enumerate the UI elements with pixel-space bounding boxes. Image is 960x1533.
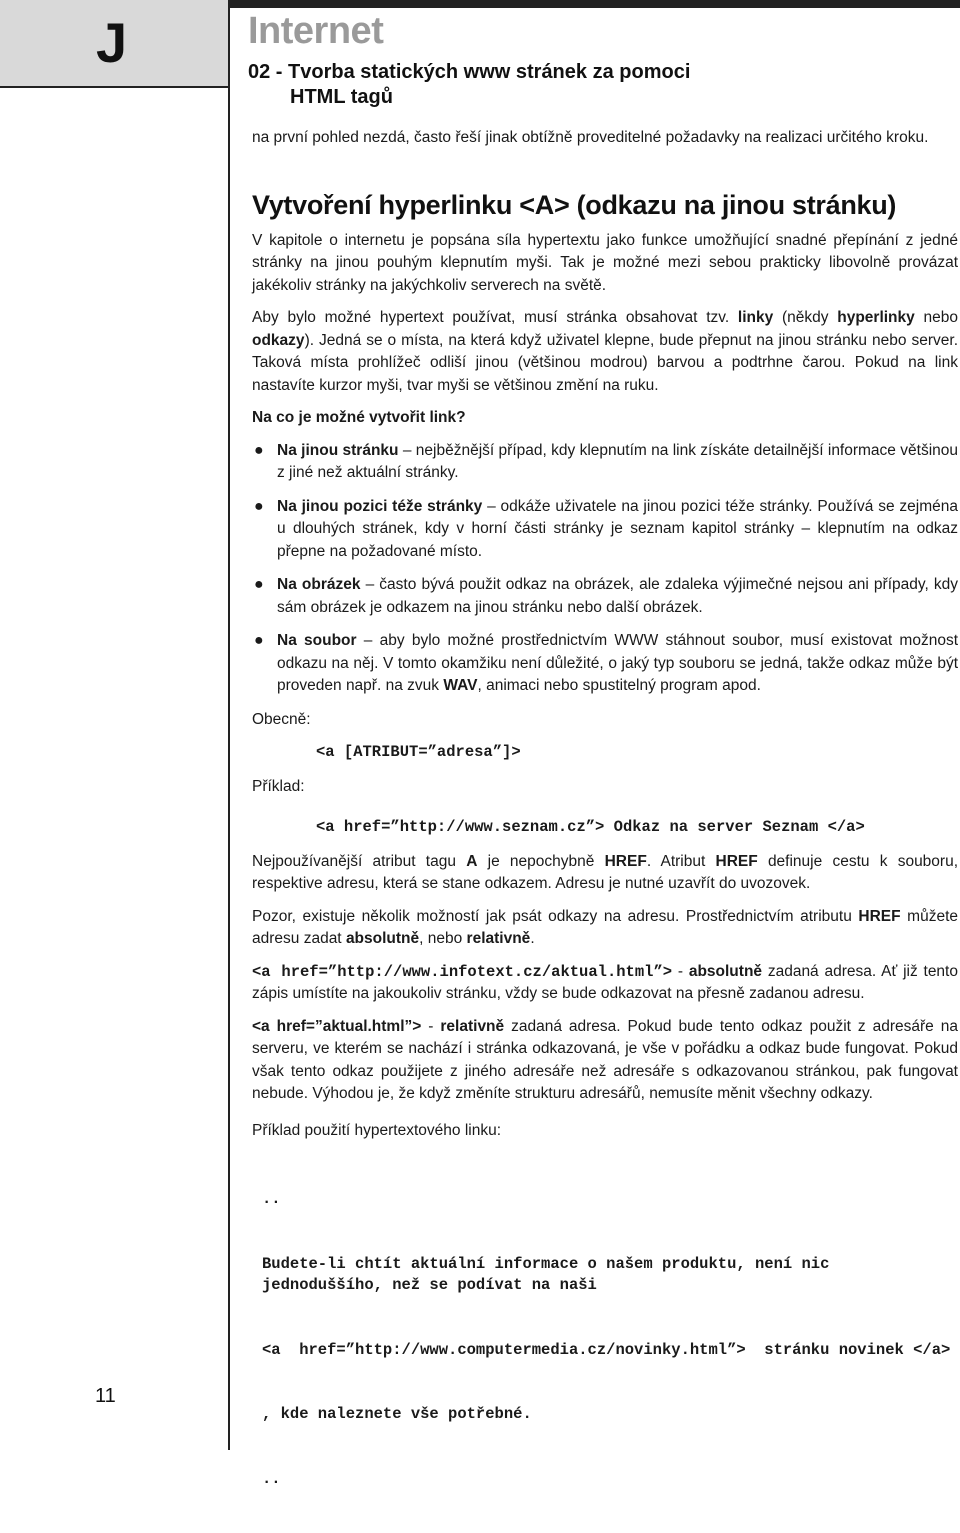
- bullet-term: Na soubor: [277, 632, 357, 649]
- term-href: HREF: [715, 852, 758, 870]
- term-href: HREF: [604, 852, 647, 870]
- question-heading: Na co je možné vytvořit link?: [252, 409, 466, 426]
- chapter-title: Internet: [248, 10, 384, 52]
- usage-label: Příklad použití hypertextového linku:: [252, 1121, 501, 1139]
- bullet-text: – odkáže uživatele na jinou pozici téže stránky. Používá se zejména u dlouhých stránek, kdy v horní části stránky je seznam kapitol stránky – klepnutím na odkaz přepne na požadované místo.: [277, 497, 958, 560]
- term-relative: relativně: [440, 1017, 505, 1035]
- term-linky: linky: [737, 309, 774, 326]
- bullet-icon: ●: [254, 576, 264, 593]
- chapter-letter: J: [96, 11, 128, 74]
- bullet-text: – aby bylo možné prostřednictvím WWW stáhnout soubor, musí existovat možnost odkazu na něj. V tomto okamžiku není důležité, o jaký typ souboru se jedná, takže odkaz může být proveden např. na zvuk: [277, 632, 958, 694]
- example-label: Příklad:: [252, 777, 305, 795]
- list-item: [252, 496, 958, 564]
- text-span: Aby bylo možné hypertext používat, musí stránka obsahovat tzv.: [252, 309, 738, 326]
- top-rule: [228, 0, 960, 8]
- bullet-icon: ●: [254, 441, 264, 459]
- list-item: [252, 574, 958, 619]
- term-hyperlinky: hyperlinky: [837, 309, 915, 326]
- page-number: 11: [95, 1385, 116, 1407]
- paragraph-address-modes: [252, 906, 958, 951]
- text-span: nebo: [914, 309, 958, 326]
- text-span: -: [421, 1017, 441, 1035]
- listing-line: ..: [262, 1190, 281, 1208]
- bullet-text: , animaci nebo spustitelný program apod.: [477, 677, 761, 694]
- paragraph-links: [252, 307, 958, 397]
- listing-line: ..: [262, 1469, 281, 1488]
- bullet-text: – často bývá použit odkaz na obrázek, ale zdaleka výjimečné nejsou ani případy, kdy sám obrázek je odkazem na jinou stránku nebo další obrázek.: [277, 576, 959, 616]
- bullet-term: Na jinou stránku: [277, 441, 399, 459]
- text-span: (někdy: [773, 309, 838, 326]
- text-span: Pozor, existuje několik možností jak psát odkazy na adresu. Prostřednictvím atributu: [252, 907, 859, 925]
- listing-line: , kde naleznete vše potřebné.: [262, 1405, 532, 1423]
- intro-paragraph: na první pohled nezdá, často řeší jinak obtížně proveditelné požadavky na realizaci určitého kroku.: [252, 129, 929, 146]
- text-span: je nepochybně: [477, 852, 605, 870]
- page-content: [252, 127, 958, 1533]
- term-href: HREF: [858, 907, 901, 925]
- bullet-icon: ●: [254, 497, 264, 515]
- chapter-subtitle: [248, 60, 748, 110]
- chapter-tab: [0, 0, 228, 88]
- term-absolute: absolutně: [345, 930, 420, 947]
- text-span: můžete adresu zadat: [252, 907, 959, 947]
- section-heading: Vytvoření hyperlinku <A> (odkazu na jinou stránku): [252, 189, 897, 220]
- listing-line: <a href=”http://www.computermedia.cz/novinky.html”> stránku novinek </a>: [262, 1340, 951, 1359]
- relative-code: <a href=”aktual.html”>: [252, 1017, 422, 1035]
- vertical-rule: [228, 0, 230, 1450]
- text-span: Nejpoužívanější atribut tagu: [252, 852, 467, 870]
- subtitle-line-2: HTML tagů: [290, 86, 393, 108]
- text-span: . Atribut: [646, 852, 716, 870]
- text-span: definuje cestu k souboru, respektive adresu, která se stane odkazem. Adresu je nutné uzavřít do uvozovek.: [252, 852, 959, 892]
- bullet-icon: ●: [254, 632, 264, 649]
- left-rail: [0, 0, 228, 1450]
- text-span: zadaná adresa. Ať již tento zápis umístíte na jakoukoliv stránku, vždy se bude odkazovat na přesně zadanou adresu.: [252, 962, 958, 1002]
- list-item: [252, 630, 958, 698]
- paragraph-absolute: [252, 961, 958, 1006]
- paragraph-hypertext: V kapitole o internetu je popsána síla hypertextu jako funkce umožňující snadné přepínání z jedné stránky na jinou pouhým klepnutím myši. Tak je možné mezi sebou prakticky libovolně provázat jakékoliv stránky na jakýchkoliv serverech na světě.: [252, 231, 958, 294]
- absolute-code: <a href=”http://www.infotext.cz/aktual.html”>: [252, 962, 673, 981]
- listing-line: Budete-li chtít aktuální informace o našem produktu, není nic jednoduššího, než se podívat na naši: [262, 1254, 839, 1294]
- text-span: , nebo: [419, 930, 467, 947]
- text-span: .: [530, 930, 535, 947]
- text-span: -: [672, 962, 689, 980]
- term-relative: relativně: [466, 930, 531, 947]
- term-absolute: absolutně: [688, 962, 763, 980]
- paragraph-relative: [252, 1016, 958, 1106]
- bullet-term: Na jinou pozici téže stránky: [277, 497, 483, 515]
- list-item: [252, 440, 958, 485]
- link-targets-list: [252, 440, 958, 698]
- bullet-term-wav: WAV: [443, 677, 478, 694]
- paragraph-href: [252, 851, 958, 896]
- term-odkazy: odkazy: [252, 331, 305, 349]
- term-a: A: [466, 852, 478, 870]
- subtitle-line-1: 02 - Tvorba statických www stránek za pomoci: [248, 61, 691, 83]
- bullet-term: Na obrázek: [277, 576, 361, 593]
- text-span: ). Jedná se o místa, na která když uživatel klepne, bude přepnut na jinou stránku nebo server. Taková místa prohlížeč odliší jinou (většinou modrou) barvou a podtrhne čarou. Pokud na link nastavíte kurzor myši, tvar myši se většinou změní na ruku.: [252, 331, 958, 394]
- bullet-text: – nejběžnější případ, kdy klepnutím na link získáte detailnější informace většinou z jiné než aktuální stránky.: [277, 441, 958, 481]
- general-label: Obecně:: [252, 710, 311, 728]
- example-code: <a href=”http://www.seznam.cz”> Odkaz na server Seznam </a>: [316, 818, 865, 836]
- text-span: zadaná adresa. Pokud bude tento odkaz použit z adresáře na serveru, ve kterém se nachází i stránka odkazovaná, je vše v pořádku a odkaz bude fungovat. Pokud však tento odkaz použijete z jiného adresáře než adresáře s odkazovanou stránkou, pak fungovat nebude. Výhodou je, že když změníte strukturu adresářů, nemusíte měnit všechny odkazy.: [252, 1017, 958, 1102]
- code-listing: [262, 1146, 958, 1533]
- syntax-code: <a [ATRIBUT=”adresa”]>: [316, 743, 521, 761]
